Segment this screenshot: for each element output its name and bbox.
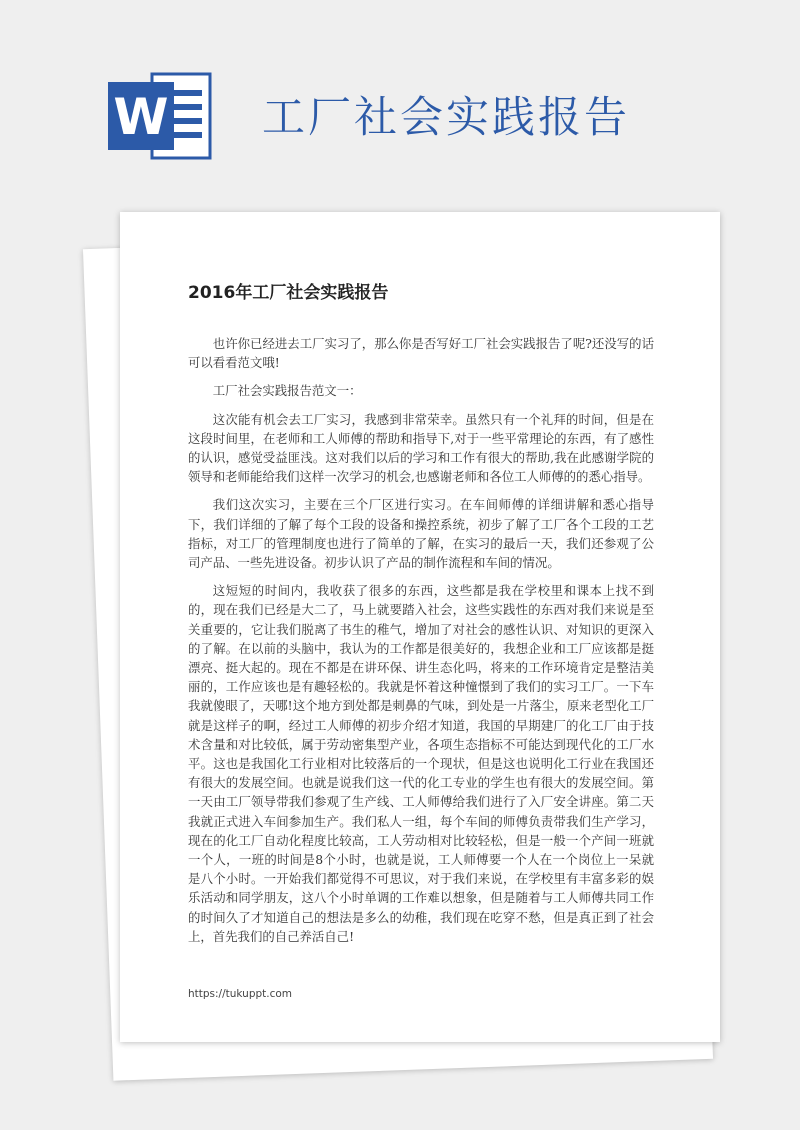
- word-icon-letter: W: [113, 88, 169, 146]
- word-document-icon: [108, 68, 216, 164]
- document-page: [120, 212, 720, 1042]
- header-banner: [0, 0, 800, 200]
- paragraph-3: 这短短的时间内，我收获了很多的东西，这些都是我在学校里和课本上找不到的，现在我们已经是大二了，马上就要踏入社会，这些实践性的东西对我们来说是至关重要的，它让我们脱离了书生的稚气，增加了对社会的感性认识、对知识的更深入的了解。在以前的头脑中，我认为的工作都是很美好的，我想企业和工厂应该都是挺漂亮、挺大起的。现在不都是在讲环保、讲生态化吗，将来的工作环境肯定是整洁美丽的，工作应该也是有趣轻松的。我就是怀着这种憧憬到了我们的实习工厂。一下车我就傻眼了，天哪!这个地方到处都是刺鼻的气味，到处是一片落尘，原来老型化工厂就是这样子的啊，经过工人师傅的初步介绍才知道，我国的早期建厂的化工厂由于技术含量和对比较低，属于劳动密集型产业，各项生态指标不可能达到现代化的工厂水平。这也是我国化工行业相对比较落后的一个现状，但是这也说明化工行业在我国还有很大的发展空间。也就是说我们这一代的化工专业的学生也有很大的发展空间。第一天由工厂领导带我们参观了生产线、工人师傅给我们进行了入厂安全讲座。第二天我就正式进入车间参加生产。我们私人一组，每个车间的师傅负责带我们生产学习，现在的化工厂自动化程度比较高，工人劳动相对比较轻松，但是一般一个产间一班就一个人，一班的时间是8个小时，也就是说，工人师傅要一个人在一个岗位上一呆就是八个小时。一开始我们都觉得不可思议，对于我们来说，在学校里有丰富多彩的娱乐活动和同学朋友，这八个小时单调的工作难以想象，但是随着与工人师傅共同工作的时间久了才知道自己的想法是多么的幼稚，我们现在吃穿不愁，但是真正到了社会上，首先我们的自己养活自己!: [188, 583, 654, 944]
- document-content: [188, 280, 654, 955]
- footer-url: https://tukuppt.com: [188, 988, 293, 1000]
- paragraph-1: 这次能有机会去工厂实习，我感到非常荣幸。虽然只有一个礼拜的时间，但是在这段时间里，在老师和工人师傅的帮助和指导下,对于一些平常理论的东西，有了感性的认识，感觉受益匪浅。这对我们以后的学习和工作有很大的帮助,我在此感谢学院的领导和老师能给我们这样一次学习的机会,也感谢老师和各位工人师傅的的悉心指导。: [188, 411, 654, 485]
- banner-title: 工厂社会实践报告: [262, 93, 630, 143]
- paragraph-heading: 工厂社会实践报告范文一：: [212, 383, 362, 399]
- paragraph-2: 我们这次实习，主要在三个厂区进行实习。在车间师傅的详细讲解和悉心指导下，我们详细的了解了每个工段的设备和操控系统，初步了解了工厂各个工段的工艺指标，对工厂的管理制度也进行了简单的了解，在实习的最后一天，我们还参观了公司产品、一些先进设备。初步认识了产品的制作流程和车间的情况。: [188, 497, 654, 571]
- paragraph-intro: 也许你已经进去工厂实习了，那么你是否写好工厂社会实践报告了呢?还没写的话可以看看范文哦!: [188, 336, 654, 371]
- article-title: 2016年工厂社会实践报告: [188, 283, 389, 303]
